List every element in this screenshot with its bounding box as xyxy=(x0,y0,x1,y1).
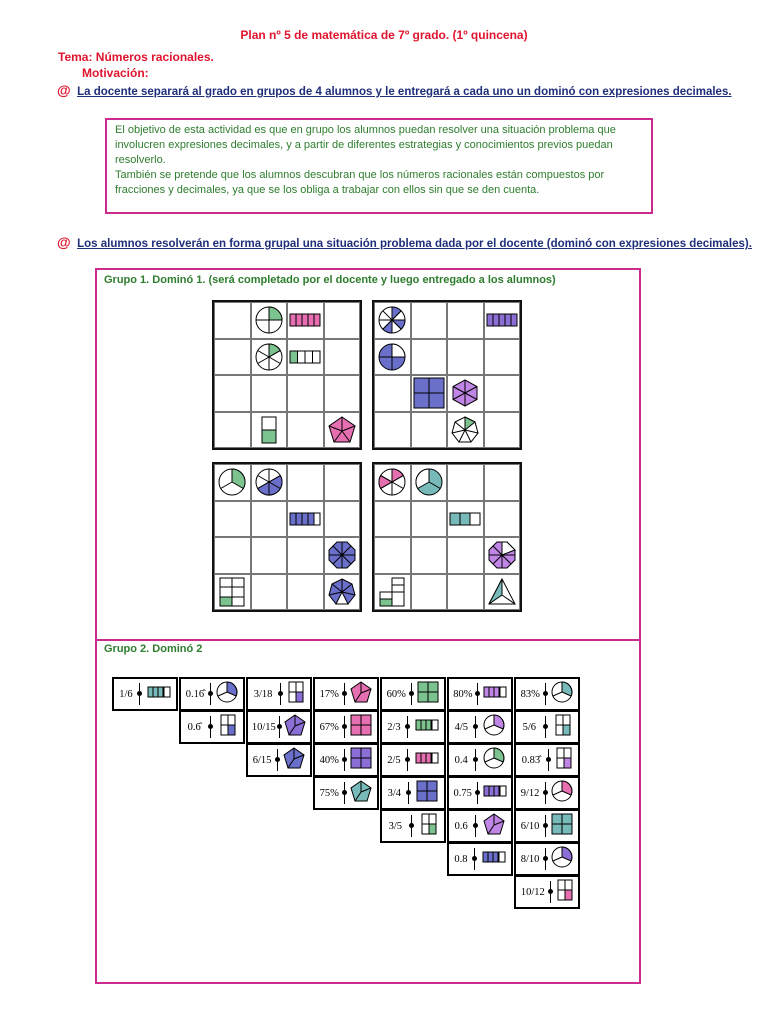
grupo1-label: Grupo 1. Dominó 1. (será completado por el docente y luego entregado a los alumnos) xyxy=(104,274,556,286)
domino-tile xyxy=(380,776,446,810)
domino-tile-value: 80% xyxy=(453,688,473,700)
pie-fraction-icon xyxy=(551,780,573,802)
domino-tile xyxy=(313,776,379,810)
domino-separator xyxy=(411,683,412,705)
square-fraction-icon xyxy=(350,747,372,769)
grid-fraction-icon xyxy=(288,681,304,703)
at-bullet-icon: @ xyxy=(57,234,71,250)
domino-tile xyxy=(514,809,580,843)
domino-fraction-figure xyxy=(284,714,306,741)
domino-fraction-figure xyxy=(350,747,372,774)
domino-fraction-figure xyxy=(421,813,437,840)
grid-fraction-icon xyxy=(421,813,437,835)
domino-tile-value: 6/15 xyxy=(252,754,272,766)
domino-fraction-figure xyxy=(350,714,372,741)
domino-tile-value: 83% xyxy=(520,688,540,700)
at-bullet-icon: @ xyxy=(57,82,71,98)
domino-tile xyxy=(447,776,513,810)
domino-tile-value: 0.6̂ xyxy=(187,721,201,733)
domino-separator xyxy=(210,683,211,705)
polygon-fraction-icon xyxy=(283,747,305,769)
bullet-1-text: La docente separará al grado en grupos de 4 alumnos y le entregará a cada uno un dominó con expresiones decimales. xyxy=(77,86,732,98)
grid-fraction-icon xyxy=(556,747,572,769)
square-fraction-icon xyxy=(350,714,372,736)
domino-fraction-figure xyxy=(483,813,505,840)
page-title: Plan nº 5 de matemática de 7º grado. (1º quincena) xyxy=(240,28,528,42)
domino-fraction-figure xyxy=(551,681,573,708)
domino-tile xyxy=(447,710,513,744)
domino-tile-value: 10/15 xyxy=(251,721,276,733)
domino-separator xyxy=(474,848,475,870)
domino-separator xyxy=(545,815,546,837)
pie-fraction-icon xyxy=(483,714,505,736)
domino-fraction-figure xyxy=(350,780,372,807)
domino-tile-value: 3/5 xyxy=(388,820,403,832)
domino-separator xyxy=(545,848,546,870)
domino-fraction-figure xyxy=(416,780,438,807)
domino-separator xyxy=(344,749,345,771)
topic: Tema: Números racionales. xyxy=(58,50,214,64)
bar-fraction-icon xyxy=(482,851,506,863)
motivation-heading: Motivación: xyxy=(82,66,149,80)
domino-separator xyxy=(277,749,278,771)
domino-fraction-figure xyxy=(483,747,505,774)
domino-fraction-figure xyxy=(551,780,573,807)
domino-tile xyxy=(246,710,312,744)
domino-tile xyxy=(246,743,312,777)
domino-fraction-figure xyxy=(415,718,439,736)
domino-separator xyxy=(407,749,408,771)
domino-separator xyxy=(210,716,211,738)
domino-tile xyxy=(514,875,580,909)
domino-tile-value: 6/10 xyxy=(520,820,540,832)
domino-tile xyxy=(514,842,580,876)
domino-tile xyxy=(380,743,446,777)
domino-separator xyxy=(139,683,140,705)
bar-fraction-icon xyxy=(147,686,171,698)
domino-fraction-figure xyxy=(482,850,506,868)
domino-tile-value: 75% xyxy=(319,787,339,799)
domino-tile-value: 2/3 xyxy=(387,721,401,733)
domino-tile-value: 40% xyxy=(319,754,339,766)
domino-separator xyxy=(279,716,280,738)
domino-tile-value: 1/6 xyxy=(119,688,133,700)
domino-tile-value: 0.4 xyxy=(454,754,468,766)
domino-tile-value: 4/5 xyxy=(454,721,469,733)
domino-separator xyxy=(545,716,546,738)
domino-tile-value: 2/5 xyxy=(387,754,401,766)
domino-tile xyxy=(514,776,580,810)
domino-fraction-figure xyxy=(216,681,238,708)
pie-fraction-icon xyxy=(216,681,238,703)
domino-tile-value: 5/6 xyxy=(522,721,537,733)
domino-separator xyxy=(344,683,345,705)
domino-fraction-figure xyxy=(483,685,507,703)
domino-tile-value: 17% xyxy=(319,688,339,700)
domino-tile xyxy=(313,710,379,744)
domino-separator xyxy=(411,815,412,837)
domino-separator xyxy=(477,782,478,804)
polygon-fraction-icon xyxy=(284,714,306,736)
domino-fraction-figure xyxy=(483,714,505,741)
domino-tile-value: 0.83̂ xyxy=(521,754,541,766)
domino-separator xyxy=(344,716,345,738)
domino-tile-value: 9/12 xyxy=(520,787,540,799)
objective-paragraph-1: El objetivo de esta actividad es que en grupo los alumnos puedan resolver una situación problema que involucren expresiones decimales, y a partir de diferentes estrategias y conocimientos previos puedan resolverlo. xyxy=(115,124,616,166)
polygon-fraction-icon xyxy=(350,780,372,802)
grupo2-label: Grupo 2. Dominó 2 xyxy=(104,643,203,655)
grid-fraction-icon xyxy=(220,714,236,736)
square-fraction-icon xyxy=(417,681,439,703)
domino-separator xyxy=(280,683,281,705)
domino-tile xyxy=(447,842,513,876)
grid-fraction-icon xyxy=(555,714,571,736)
bar-fraction-icon xyxy=(483,785,507,797)
domino-separator xyxy=(545,782,546,804)
domino-tile-value: 60% xyxy=(386,688,406,700)
domino-tile xyxy=(313,677,379,711)
pie-fraction-icon xyxy=(551,846,573,868)
domino-tile xyxy=(246,677,312,711)
domino-separator xyxy=(475,716,476,738)
domino-tile xyxy=(179,710,245,744)
objective-paragraph-2: También se pretende que los alumnos descubran que los números racionales están compuestos por fracciones y decimales, ya que se los obliga a trabajar con ellos sin que se den cuenta. xyxy=(115,169,605,196)
pie-fraction-icon xyxy=(483,747,505,769)
domino-separator xyxy=(548,749,549,771)
domino-tile-value: 8/10 xyxy=(520,853,540,865)
grid-fraction-icon xyxy=(557,879,573,901)
domino-fraction-figure xyxy=(283,747,305,774)
domino-tile xyxy=(447,809,513,843)
domino-separator xyxy=(545,683,546,705)
domino-tile xyxy=(514,677,580,711)
domino-tile-value: 10/12 xyxy=(520,886,545,898)
bar-fraction-icon xyxy=(483,686,507,698)
domino-tile-value: 3/18 xyxy=(253,688,273,700)
domino-fraction-figure xyxy=(147,685,171,703)
domino-tile xyxy=(514,710,580,744)
domino-separator xyxy=(408,782,409,804)
bullet-2-text: Los alumnos resolverán en forma grupal una situación problema dada por el docente (dominó con expresiones decimales). xyxy=(77,238,752,250)
domino-fraction-figure xyxy=(555,714,571,741)
domino-tile xyxy=(514,743,580,777)
domino-tile xyxy=(380,809,446,843)
domino-tile xyxy=(112,677,178,711)
domino-fraction-figure xyxy=(557,879,573,906)
domino-tile xyxy=(179,677,245,711)
domino-separator xyxy=(550,881,551,903)
domino-tile-value: 0.75 xyxy=(453,787,472,799)
polygon-fraction-icon xyxy=(350,681,372,703)
square-fraction-icon xyxy=(551,813,573,835)
bar-fraction-icon xyxy=(415,719,439,731)
domino-separator xyxy=(475,749,476,771)
domino-separator xyxy=(344,782,345,804)
domino-tile-value: 0.8 xyxy=(454,853,468,865)
domino-separator xyxy=(407,716,408,738)
domino-fraction-figure xyxy=(483,784,507,802)
domino-fraction-figure xyxy=(350,681,372,708)
bar-fraction-icon xyxy=(415,752,439,764)
domino-fraction-figure xyxy=(556,747,572,774)
domino-tile-value: 0.6 xyxy=(454,820,468,832)
pie-fraction-icon xyxy=(551,681,573,703)
domino-tile xyxy=(447,743,513,777)
domino-separator xyxy=(475,815,476,837)
domino-fraction-figure xyxy=(551,813,573,840)
domino-fraction-figure xyxy=(417,681,439,708)
domino-separator xyxy=(477,683,478,705)
domino-fraction-figure xyxy=(288,681,304,708)
square-fraction-icon xyxy=(416,780,438,802)
domino-tile xyxy=(380,710,446,744)
domino-fraction-figure xyxy=(415,751,439,769)
domino-fraction-figure xyxy=(551,846,573,873)
domino-tile xyxy=(313,743,379,777)
domino-tile-value: 0.16̂ xyxy=(185,688,205,700)
polygon-fraction-icon xyxy=(483,813,505,835)
domino-tile-value: 3/4 xyxy=(387,787,402,799)
domino-fraction-figure xyxy=(220,714,236,741)
domino-tile xyxy=(447,677,513,711)
domino-tile-value: 67% xyxy=(319,721,339,733)
domino-tile xyxy=(380,677,446,711)
